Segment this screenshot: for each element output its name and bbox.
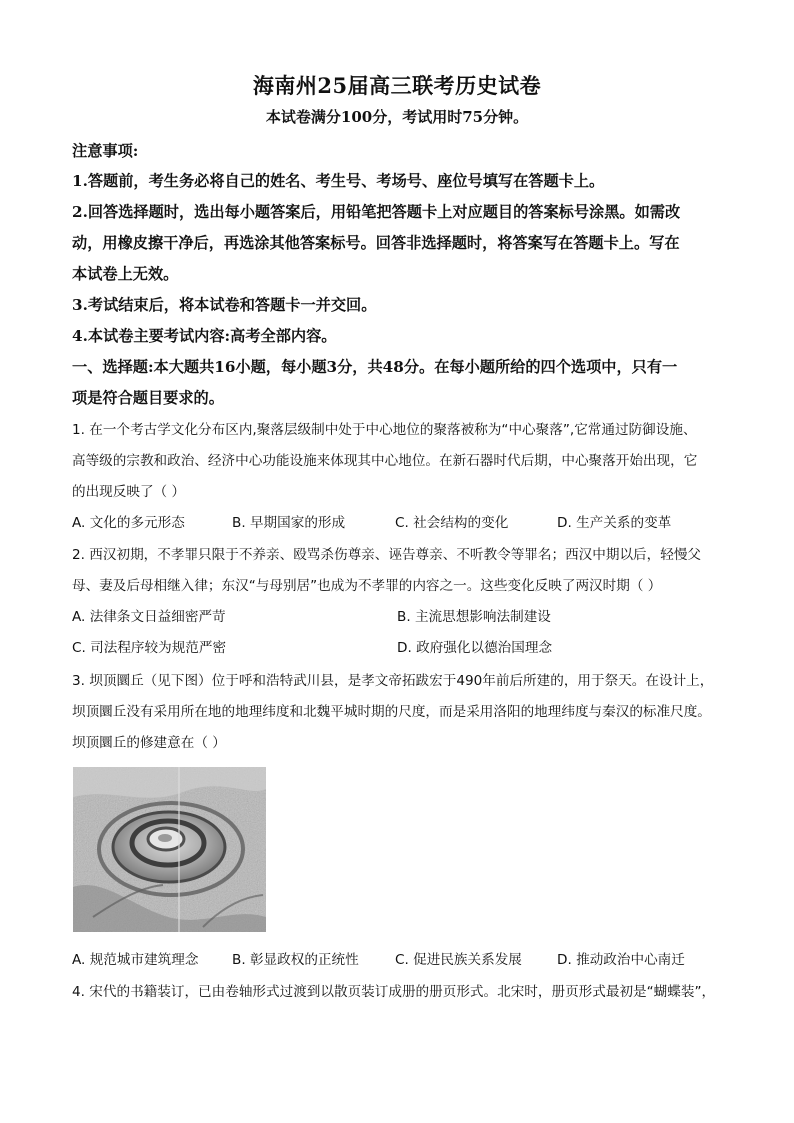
q1-option-c: C. 社会结构的变化	[395, 515, 509, 531]
q1-option-d: D. 生产关系的变革	[557, 515, 672, 531]
exam-title: 海南州25届高三联考历史试卷	[252, 73, 542, 98]
q3-option-c: C. 促进民族关系发展	[395, 952, 522, 968]
note-2-line-2: 动，用橡皮擦干净后，再选涂其他答案标号。回答非选择题时，将答案写在答题卡上。写在	[72, 234, 680, 252]
q2-option-a: A. 法律条文日益细密严苛	[72, 609, 226, 625]
note-4: 4.本试卷主要考试内容:高考全部内容。	[72, 327, 337, 345]
q2-stem-line-2: 母、妻及后母相继入律；东汉“与母别居”也成为不孝罪的内容之一。这些变化反映了两汉时期（ ）	[72, 578, 662, 594]
exam-subtitle: 本试卷满分100分，考试用时75分钟。	[265, 108, 529, 126]
q1-stem-line-2: 高等级的宗教和政治、经济中心功能设施来体现其中心地位。在新石器时代后期，中心聚落开始出现，它	[72, 453, 698, 469]
q1-option-b: B. 早期国家的形成	[232, 515, 346, 531]
q3-site-photo	[73, 767, 266, 932]
q1-option-a: A. 文化的多元形态	[72, 515, 185, 531]
q3-option-a: A. 规范城市建筑理念	[72, 952, 199, 968]
q2-option-d: D. 政府强化以德治国理念	[397, 640, 553, 656]
q3-stem-line-1: 3. 坝顶圜丘（见下图）位于呼和浩特武川县，是孝文帝拓跋宏于490年前后所建的，用于祭天。在设计上，	[72, 673, 714, 689]
note-1: 1.答题前，考生务必将自己的姓名、考生号、考场号、座位号填写在答题卡上。	[72, 172, 605, 190]
q3-option-b: B. 彰显政权的正统性	[232, 952, 359, 968]
q4-stem-line-1: 4. 宋代的书籍装订，已由卷轴形式过渡到以散页装订成册的册页形式。北宋时，册页形式最初是“蝴蝶装”，	[72, 984, 716, 1000]
q2-stem-line-1: 2. 西汉初期，不孝罪只限于不养亲、殴骂杀伤尊亲、诬告尊亲、不听教令等罪名；西汉中期以后，轻慢父	[72, 547, 702, 563]
q3-stem-line-3: 坝顶圜丘的修建意在（ ）	[72, 735, 226, 751]
notes-heading: 注意事项:	[72, 142, 139, 160]
q3-stem-line-2: 坝顶圜丘没有采用所在地的地理纬度和北魏平城时期的尺度，而是采用洛阳的地理纬度与秦汉的标准尺度。	[72, 704, 711, 720]
q3-option-d: D. 推动政治中心南迁	[557, 952, 685, 968]
note-2-line-1: 2.回答选择题时，选出每小题答案后，用铅笔把答题卡上对应题目的答案标号涂黑。如需改	[72, 203, 681, 221]
q1-stem-line-3: 的出现反映了（ ）	[72, 484, 186, 500]
section-instructions-line-2: 项是符合题目要求的。	[72, 389, 224, 407]
section-instructions-line-1: 一、选择题:本大题共16小题，每小题3分，共48分。在每小题所给的四个选项中，只有一	[72, 358, 678, 376]
q2-option-c: C. 司法程序较为规范严密	[72, 640, 227, 656]
q2-option-b: B. 主流思想影响法制建设	[397, 609, 551, 625]
q1-stem-line-1: 1. 在一个考古学文化分布区内,聚落层级制中处于中心地位的聚落被称为“中心聚落”,它常通过防御设施、	[72, 422, 697, 438]
note-3: 3.考试结束后，将本试卷和答题卡一并交回。	[72, 296, 377, 314]
note-2-line-3: 本试卷上无效。	[72, 265, 179, 283]
